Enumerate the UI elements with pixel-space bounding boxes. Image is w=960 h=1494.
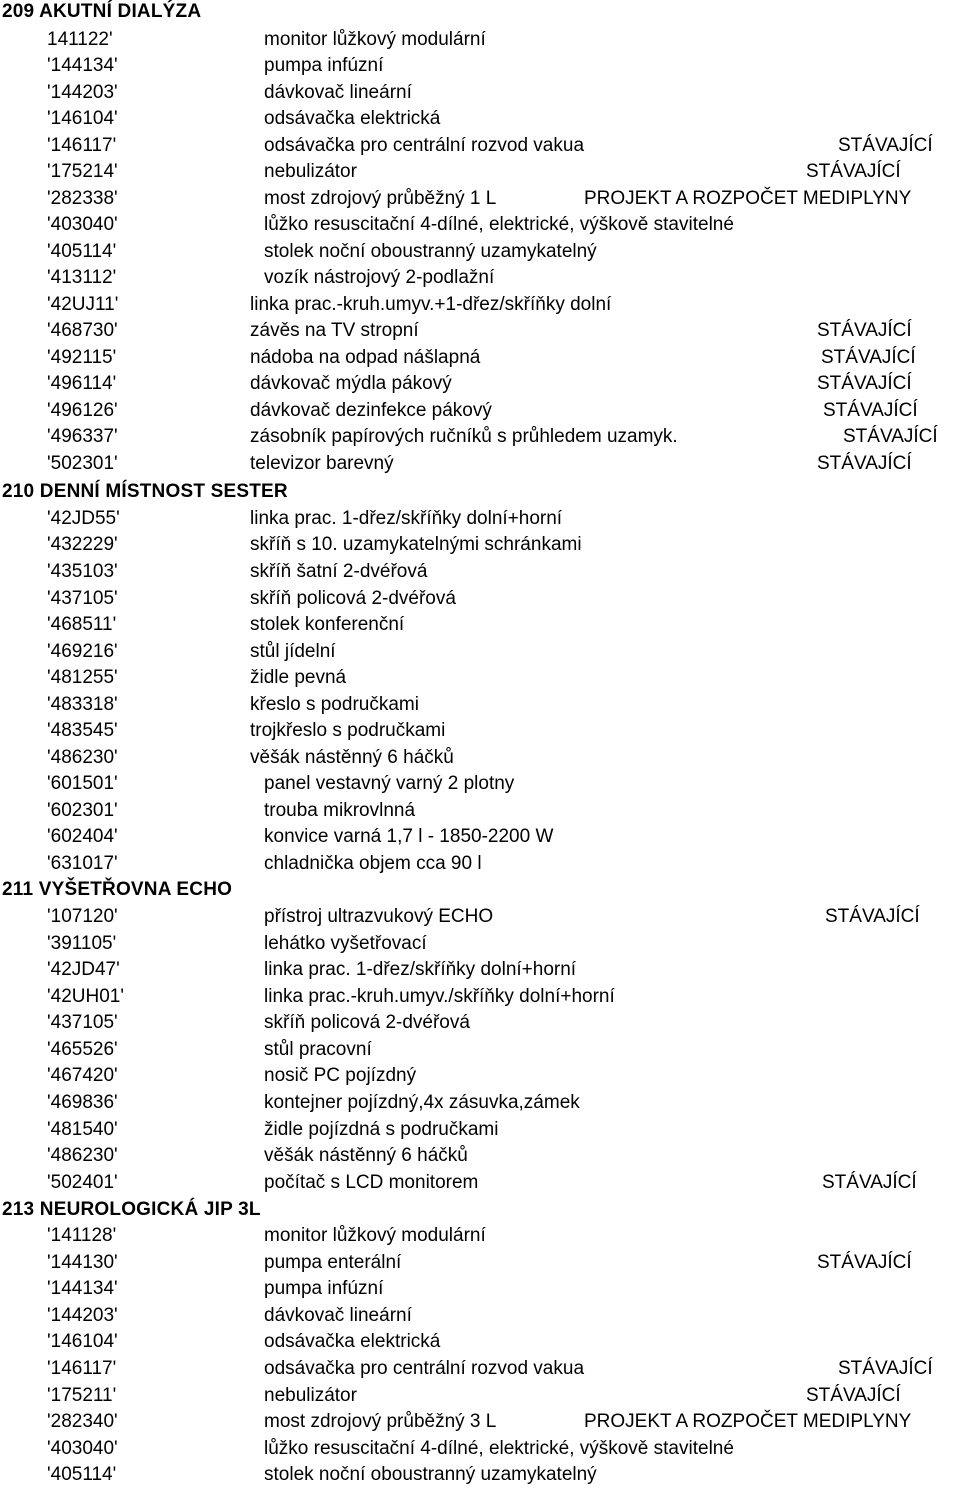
equipment-code: '405114' [47, 241, 117, 262]
equipment-name: skříň s 10. uzamykatelnými schránkami [250, 534, 582, 555]
equipment-code: '141128' [47, 1225, 117, 1246]
equipment-row [0, 1437, 960, 1464]
equipment-name: monitor lůžkový modulární [264, 29, 486, 50]
section-title: 211 VYŠETŘOVNA ECHO [2, 879, 233, 900]
equipment-code: '483545' [47, 720, 118, 741]
equipment-code: '144203' [47, 1305, 118, 1326]
equipment-status: STÁVAJÍCÍ [838, 1358, 933, 1379]
equipment-name: most zdrojový průběžný 3 L [264, 1411, 497, 1432]
equipment-code: '144130' [47, 1252, 118, 1273]
equipment-status: STÁVAJÍCÍ [822, 1172, 917, 1193]
equipment-code: '468730' [47, 320, 118, 341]
equipment-row [0, 1038, 960, 1065]
equipment-code: '42UJ11' [47, 294, 119, 315]
equipment-code: '413112' [47, 267, 117, 288]
equipment-row [0, 1277, 960, 1304]
equipment-code: '403040' [47, 214, 118, 235]
section-title: 210 DENNÍ MÍSTNOST SESTER [2, 481, 288, 502]
equipment-row [0, 346, 960, 373]
equipment-name: počítač s LCD monitorem [264, 1172, 479, 1193]
equipment-status: STÁVAJÍCÍ [825, 906, 920, 927]
equipment-row [0, 1011, 960, 1038]
equipment-row [0, 932, 960, 959]
equipment-name: pumpa infúzní [264, 55, 384, 76]
equipment-status: STÁVAJÍCÍ [817, 1252, 912, 1273]
equipment-name: odsávačka elektrická [264, 108, 441, 129]
equipment-row [0, 613, 960, 640]
equipment-name: dávkovač dezinfekce pákový [250, 400, 492, 421]
equipment-name: stolek noční oboustranný uzamykatelný [264, 1464, 597, 1485]
equipment-code: '502401' [47, 1172, 118, 1193]
equipment-name: nebulizátor [264, 161, 357, 182]
equipment-code: '486230' [47, 747, 118, 768]
equipment-name: skříň policová 2-dvéřová [264, 1012, 470, 1033]
equipment-code: '437105' [47, 588, 118, 609]
equipment-row [0, 1463, 960, 1490]
equipment-code: '496337' [47, 426, 118, 447]
equipment-row [0, 958, 960, 985]
equipment-name: dávkovač lineární [264, 82, 412, 103]
equipment-code: '405114' [47, 1464, 117, 1485]
equipment-name: pumpa enterální [264, 1252, 402, 1273]
equipment-row [0, 134, 960, 161]
equipment-row [0, 825, 960, 852]
equipment-row [0, 1410, 960, 1437]
equipment-code: '403040' [47, 1438, 118, 1459]
equipment-name: panel vestavný varný 2 plotny [264, 773, 515, 794]
equipment-name: závěs na TV stropní [250, 320, 419, 341]
equipment-name: odsávačka pro centrální rozvod vakua [264, 135, 585, 156]
equipment-code: '437105' [47, 1012, 118, 1033]
equipment-code: 141122' [47, 29, 113, 50]
equipment-row [0, 560, 960, 587]
equipment-code: '496114' [47, 373, 117, 394]
equipment-code: '146117' [47, 1358, 117, 1379]
equipment-row [0, 772, 960, 799]
equipment-code: '175214' [47, 161, 118, 182]
equipment-row [0, 240, 960, 267]
equipment-name: nebulizátor [264, 1385, 357, 1406]
equipment-name: zásobník papírových ručníků s průhledem uzamyk. [250, 426, 678, 447]
equipment-name: lůžko resuscitační 4-dílné, elektrické, výškově stavitelné [264, 1438, 734, 1459]
equipment-name: stolek noční oboustranný uzamykatelný [264, 241, 597, 262]
equipment-row [0, 1064, 960, 1091]
equipment-code: '144203' [47, 82, 118, 103]
equipment-code: '481540' [47, 1119, 118, 1140]
equipment-row [0, 107, 960, 134]
equipment-name: židle pojízdná s područkami [264, 1119, 499, 1140]
equipment-code: '175211' [47, 1385, 117, 1406]
equipment-code: '631017' [47, 853, 118, 874]
equipment-row [0, 319, 960, 346]
equipment-row [0, 213, 960, 240]
equipment-row [0, 1357, 960, 1384]
equipment-name: linka prac.-kruh.umyv./skříňky dolní+horní [264, 986, 615, 1007]
equipment-status: STÁVAJÍCÍ [806, 1385, 901, 1406]
equipment-status: STÁVAJÍCÍ [838, 135, 933, 156]
equipment-code: '492115' [47, 347, 117, 368]
equipment-code: '602301' [47, 800, 118, 821]
equipment-name: trouba mikrovlnná [264, 800, 416, 821]
equipment-row [0, 799, 960, 826]
equipment-code: '435103' [47, 561, 118, 582]
equipment-status: STÁVAJÍCÍ [817, 453, 912, 474]
equipment-row [0, 666, 960, 693]
equipment-status: STÁVAJÍCÍ [823, 400, 918, 421]
section-title: 213 NEUROLOGICKÁ JIP 3L [2, 1199, 261, 1220]
equipment-row [0, 1330, 960, 1357]
equipment-code: '282340' [47, 1411, 118, 1432]
equipment-name: odsávačka pro centrální rozvod vakua [264, 1358, 585, 1379]
equipment-row [0, 1384, 960, 1411]
equipment-row [0, 985, 960, 1012]
equipment-name: kontejner pojízdný,4x zásuvka,zámek [264, 1092, 580, 1113]
section-title: 209 AKUTNÍ DIALÝZA [2, 1, 202, 22]
equipment-name: křeslo s područkami [250, 694, 419, 715]
equipment-name: monitor lůžkový modulární [264, 1225, 486, 1246]
equipment-row [0, 852, 960, 879]
equipment-code: '469836' [47, 1092, 118, 1113]
equipment-name: věšák nástěnný 6 háčků [264, 1145, 468, 1166]
equipment-code: '144134' [47, 55, 118, 76]
equipment-status: STÁVAJÍCÍ [817, 373, 912, 394]
equipment-row [0, 1144, 960, 1171]
equipment-row [0, 187, 960, 214]
equipment-name: židle pevná [250, 667, 347, 688]
equipment-code: '502301' [47, 453, 118, 474]
equipment-row [0, 293, 960, 320]
equipment-name: linka prac. 1-dřez/skříňky dolní+horní [250, 508, 563, 529]
equipment-name: most zdrojový průběžný 1 L [264, 188, 497, 209]
equipment-code: '467420' [47, 1065, 118, 1086]
equipment-row [0, 1118, 960, 1145]
equipment-code: '42JD55' [47, 508, 120, 529]
equipment-code: '42JD47' [47, 959, 120, 980]
equipment-code: '481255' [47, 667, 118, 688]
equipment-row [0, 452, 960, 479]
equipment-name: přístroj ultrazvukový ECHO [264, 906, 494, 927]
equipment-code: '483318' [47, 694, 118, 715]
equipment-name: nádoba na odpad nášlapná [250, 347, 481, 368]
equipment-code: '146104' [47, 1331, 118, 1352]
equipment-row [0, 640, 960, 667]
equipment-row [0, 1251, 960, 1278]
equipment-row [0, 693, 960, 720]
equipment-row [0, 1224, 960, 1251]
equipment-code: '146117' [47, 135, 117, 156]
equipment-code: '107120' [47, 906, 118, 927]
equipment-status: PROJEKT A ROZPOČET MEDIPLYNY [584, 1411, 912, 1432]
equipment-row [0, 160, 960, 187]
equipment-code: '602404' [47, 826, 118, 847]
equipment-status: STÁVAJÍCÍ [806, 161, 901, 182]
equipment-row [0, 1171, 960, 1198]
equipment-code: '391105' [47, 933, 117, 954]
equipment-name: linka prac. 1-dřez/skříňky dolní+horní [264, 959, 577, 980]
equipment-name: trojkřeslo s područkami [250, 720, 446, 741]
equipment-status: PROJEKT A ROZPOČET MEDIPLYNY [584, 188, 912, 209]
equipment-row [0, 719, 960, 746]
equipment-code: '496126' [47, 400, 118, 421]
equipment-row [0, 266, 960, 293]
equipment-name: dávkovač lineární [264, 1305, 412, 1326]
equipment-row [0, 372, 960, 399]
equipment-row [0, 1091, 960, 1118]
equipment-code: '601501' [47, 773, 118, 794]
equipment-code: '144134' [47, 1278, 118, 1299]
equipment-code: '468511' [47, 614, 117, 635]
equipment-name: skříň policová 2-dvéřová [250, 588, 456, 609]
equipment-row [0, 425, 960, 452]
equipment-name: chladnička objem cca 90 l [264, 853, 482, 874]
equipment-code: '486230' [47, 1145, 118, 1166]
equipment-code: '465526' [47, 1039, 118, 1060]
equipment-name: nosič PC pojízdný [264, 1065, 417, 1086]
equipment-name: linka prac.-kruh.umyv.+1-dřez/skříňky dolní [250, 294, 612, 315]
equipment-code: '146104' [47, 108, 118, 129]
equipment-name: konvice varná 1,7 l - 1850-2200 W [264, 826, 554, 847]
equipment-code: '432229' [47, 534, 118, 555]
equipment-name: lehátko vyšetřovací [264, 933, 427, 954]
equipment-code: '42UH01' [47, 986, 124, 1007]
equipment-name: televizor barevný [250, 453, 394, 474]
equipment-name: věšák nástěnný 6 háčků [250, 747, 454, 768]
equipment-row [0, 746, 960, 773]
equipment-name: lůžko resuscitační 4-dílné, elektrické, výškově stavitelné [264, 214, 734, 235]
equipment-row [0, 399, 960, 426]
equipment-name: stůl jídelní [250, 641, 336, 662]
equipment-row [0, 533, 960, 560]
equipment-row [0, 507, 960, 534]
equipment-row [0, 54, 960, 81]
equipment-code: '469216' [47, 641, 118, 662]
equipment-code: '282338' [47, 188, 118, 209]
equipment-name: dávkovač mýdla pákový [250, 373, 452, 394]
equipment-name: stolek konferenční [250, 614, 405, 635]
equipment-name: stůl pracovní [264, 1039, 372, 1060]
equipment-name: pumpa infúzní [264, 1278, 384, 1299]
equipment-name: vozík nástrojový 2-podlažní [264, 267, 495, 288]
equipment-status: STÁVAJÍCÍ [821, 347, 916, 368]
equipment-row [0, 905, 960, 932]
equipment-row [0, 587, 960, 614]
equipment-row [0, 28, 960, 55]
equipment-name: odsávačka elektrická [264, 1331, 441, 1352]
equipment-status: STÁVAJÍCÍ [817, 320, 912, 341]
equipment-status: STÁVAJÍCÍ [843, 426, 938, 447]
equipment-name: skříň šatní 2-dvéřová [250, 561, 428, 582]
equipment-row [0, 81, 960, 108]
equipment-row [0, 1304, 960, 1331]
